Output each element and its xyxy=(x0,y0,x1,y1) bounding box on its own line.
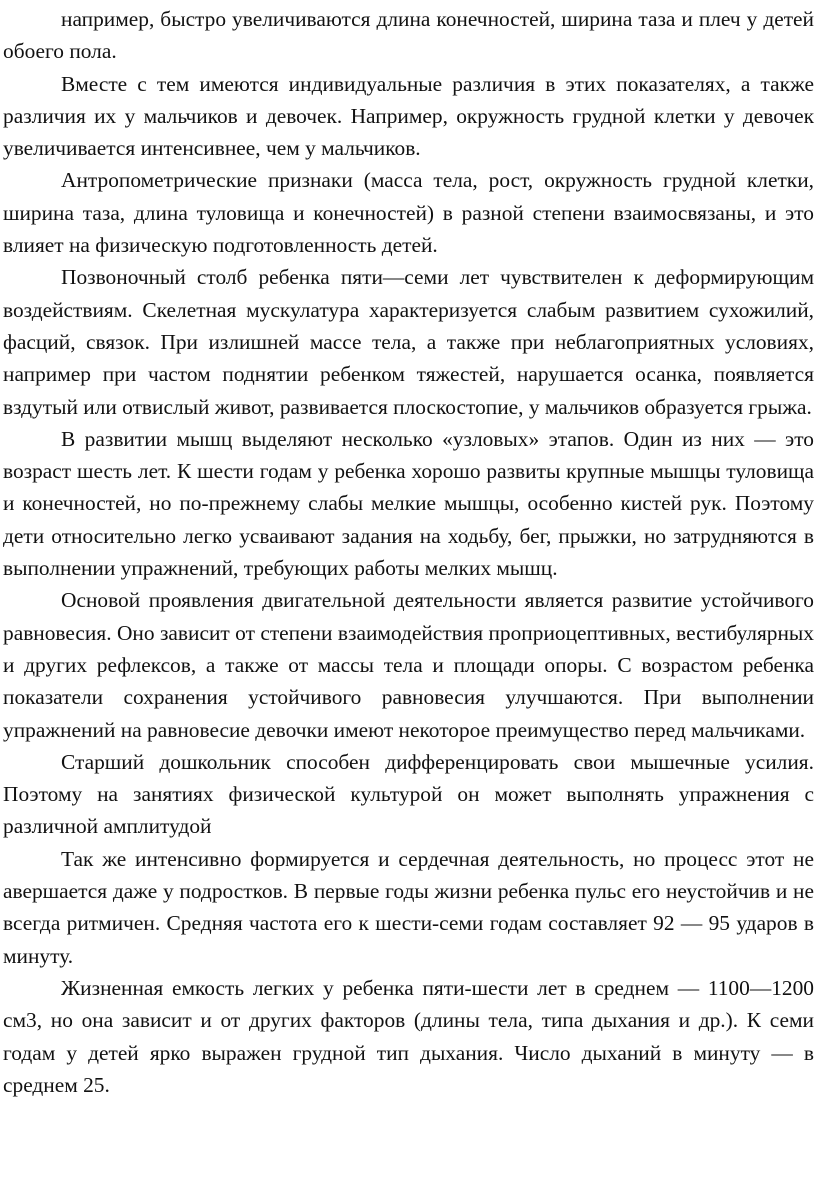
paragraph-lung-capacity: Жизненная емкость легких у ребенка пяти-шести лет в среднем — 1100—1200 см3, но она зависит и от других факторов (длины тела, типа дыхания и др.). К семи годам у детей ярко выражен грудной тип дыхания. Число дыханий в минуту — в среднем 25. xyxy=(3,975,814,1097)
paragraph-limb-growth: например, быстро увеличиваются длина конечностей, ширина таза и плеч у детей обоего пола. xyxy=(3,7,814,64)
paragraph-muscle-effort: Старший дошкольник способен дифференцировать свои мышечные усилия. Поэтому на занятиях физической культурой он может выполнять упражнения с различной амплитудой xyxy=(3,749,814,839)
paragraph-muscle-development: В развитии мышц выделяют несколько «узловых» этапов. Один из них — это возраст шесть лет. К шести годам у ребенка хорошо развиты крупные мышцы туловища и конечностей, но по-прежнему слабы мелкие мышцы, особенно кистей рук. Поэтому дети относительно легко усваивают задания на ходьбу, бег, прыжки, но затрудняются в выполнении упражнений, требующих работы мелких мышц. xyxy=(3,426,814,581)
paragraph-heart-activity: Так же интенсивно формируется и сердечная деятельность, но процесс этот не авершается даже у подростков. В первые годы жизни ребенка пульс его неустойчив и не всегда ритмичен. Средняя частота его к шести-семи годам составляет 92 — 95 ударов в минуту. xyxy=(3,846,814,968)
paragraph-spine: Позвоночный столб ребенка пяти—семи лет чувствителен к деформирующим воздействиям. Скелетная мускулатура характеризуется слабым развитием сухожилий, фасций, связок. При излишней массе тела, а также при неблагоприятных условиях, например при частом поднятии ребенком тяжестей, нарушается осанка, появляется вздутый или отвислый живот, развивается плоскостопие, у мальчиков образуется грыжа. xyxy=(3,265,814,419)
paragraph-balance: Основой проявления двигательной деятельности является развитие устойчивого равновесия. Оно зависит от степени взаимодействия проприоцептивных, вестибулярных и других рефлексов, а также от массы тела и площади опоры. С возрастом ребенка показатели сохранения устойчивого равновесия улучшаются. При выполнении упражнений на равновесие девочки имеют некоторое преимущество перед мальчиками. xyxy=(3,588,814,742)
paragraph-individual-differences: Вместе с тем имеются индивидуальные различия в этих показателях, а также различия их у мальчиков и девочек. Например, окружность грудной клетки у девочек увеличивается интенсивнее, чем у мальчиков. xyxy=(3,71,814,161)
paragraph-anthropometric-features: Антропометрические признаки (масса тела, рост, окружность грудной клетки, ширина таза, длина туловища и конечностей) в разной степени взаимосвязаны, и это влияет на физическую подготовленность детей. xyxy=(3,168,814,258)
